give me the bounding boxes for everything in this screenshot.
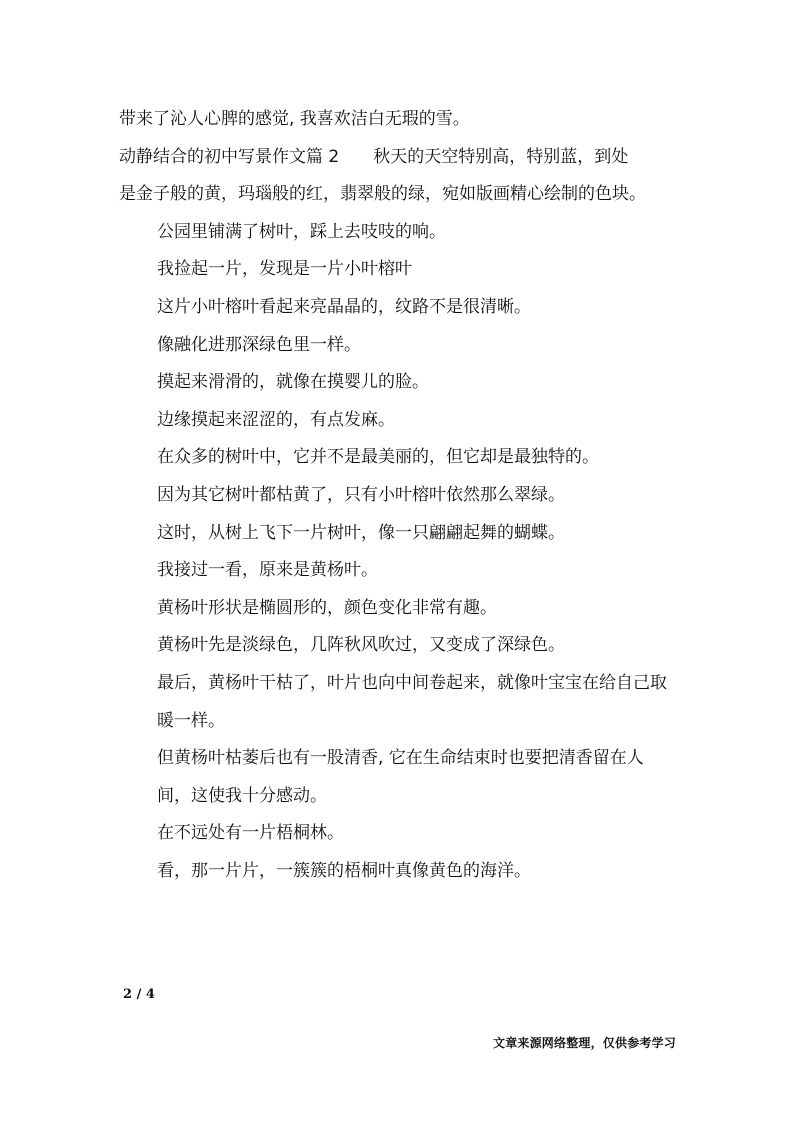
paragraph: 在众多的树叶中，它并不是最美丽的，但它却是最独特的。: [157, 447, 599, 468]
document-body: [119, 101, 677, 890]
paragraph: 是金子般的黄，玛瑙般的红，翡翠般的绿，宛如版画精心绘制的色块。: [119, 184, 646, 205]
paragraph: 公园里铺满了树叶，踩上去吱吱的响。: [157, 221, 446, 242]
paragraph: 这片小叶榕叶看起来亮晶晶的，纹路不是很清晰。: [157, 296, 531, 317]
paragraph: 看，那一片片，一簇簇的梧桐叶真像黄色的海洋。: [157, 860, 531, 881]
paragraph: 动静结合的初中写景作文篇 2 秋天的天空特别高，特别蓝，到处: [119, 146, 629, 167]
page-number: 2 / 4: [123, 987, 155, 1002]
paragraph: 边缘摸起来涩涩的，有点发麻。: [157, 409, 395, 430]
paragraph: 摸起来滑滑的，就像在摸婴儿的脸。: [157, 372, 429, 393]
paragraph: 黄杨叶形状是椭圆形的，颜色变化非常有趣。: [157, 597, 497, 618]
paragraph: 但黄杨叶枯萎后也有一股清香, 它在生命结束时也要把清香留在人间，这使我十分感动。: [157, 748, 644, 806]
paragraph: 因为其它树叶都枯黄了，只有小叶榕叶依然那么翠绿。: [157, 484, 565, 505]
paragraph: 黄杨叶先是淡绿色，几阵秋风吹过，又变成了深绿色。: [157, 635, 565, 656]
paragraph: 带来了沁人心脾的感觉, 我喜欢洁白无瑕的雪。: [119, 109, 470, 129]
paragraph: 这时，从树上飞下一片树叶，像一只翩翩起舞的蝴蝶。: [157, 522, 565, 543]
paragraph: 在不远处有一片梧桐林。: [157, 823, 344, 844]
paragraph: 我捡起一片，发现是一片小叶榕叶: [157, 259, 412, 280]
footer-note: 文章来源网络整理，仅供参考学习: [493, 1036, 677, 1050]
paragraph: 最后，黄杨叶干枯了，叶片也向中间卷起来，就像叶宝宝在给自己取暖一样。: [157, 672, 667, 731]
paragraph: 像融化进那深绿色里一样。: [157, 334, 361, 355]
paragraph: 我接过一看，原来是黄杨叶。: [157, 560, 378, 581]
